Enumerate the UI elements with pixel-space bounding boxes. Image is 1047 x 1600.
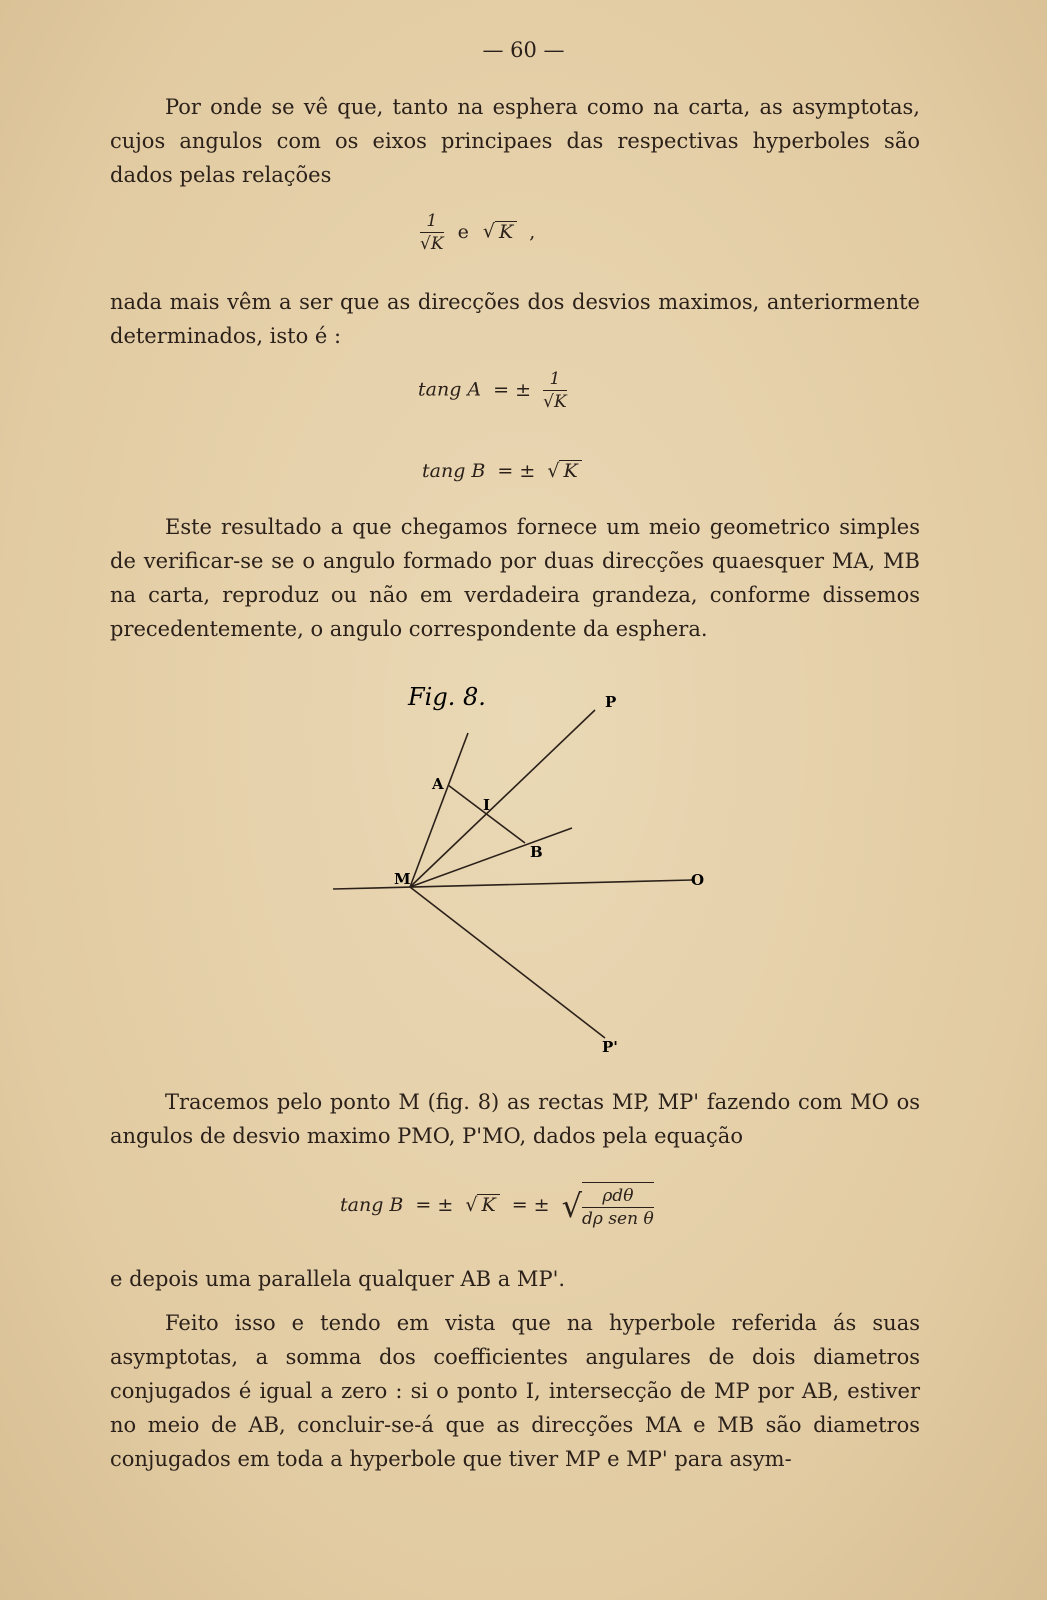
trailing-comma: , bbox=[529, 220, 536, 243]
main-sign-2: = ± bbox=[511, 1194, 550, 1216]
main-lhs: tang B bbox=[340, 1194, 404, 1216]
equation-main bbox=[340, 1182, 654, 1230]
line-mp-prime bbox=[410, 887, 605, 1038]
radicand: K bbox=[495, 221, 517, 242]
main-numerator: ρdθ bbox=[582, 1185, 654, 1208]
fraction-numerator: 1 bbox=[420, 210, 444, 233]
tang-a-lhs: tang A bbox=[418, 378, 482, 401]
label-o: O bbox=[691, 871, 705, 889]
tang-b-lhs: tang B bbox=[422, 460, 486, 482]
label-p: P bbox=[605, 693, 617, 711]
sqrt-icon: √ bbox=[465, 1194, 478, 1216]
line-ma bbox=[410, 733, 468, 887]
sqrt-icon: √ bbox=[482, 220, 495, 243]
paragraph-6 bbox=[110, 1306, 920, 1476]
label-m: M bbox=[394, 870, 411, 888]
tang-a-numerator: 1 bbox=[543, 368, 567, 391]
tang-a-sign: = ± bbox=[493, 378, 532, 401]
conjunction: e bbox=[457, 220, 469, 243]
label-b: B bbox=[530, 843, 543, 861]
fraction-denominator: K bbox=[430, 234, 444, 254]
paragraph-2-text: nada mais vêm a ser que as direcções dos desvios maximos, anteriormente determinados, isto é : bbox=[110, 290, 920, 348]
sqrt-icon: √ bbox=[547, 460, 560, 482]
paragraph-1-text: Por onde se vê que, tanto na esphera como na carta, as asymptotas, cujos angulos com os eixos principaes das respectivas hyperboles são dados pelas relações bbox=[110, 95, 920, 187]
line-mo bbox=[333, 880, 692, 889]
tang-b-sign: = ± bbox=[497, 460, 536, 482]
paragraph-6-text: Feito isso e tendo em vista que na hyperbole referida ás suas asymptotas, a somma dos coefficientes angulares de dois diametros conjugados é igual a zero : si o ponto I, intersecção de MP por AB, estiver no meio de AB, concluir-se-á que as direcções MA e MB são diametros conjugados em toda a hyperbole que tiver MP e MP' para asym- bbox=[110, 1311, 920, 1471]
tang-b-radicand: K bbox=[559, 460, 581, 481]
main-fraction bbox=[582, 1182, 654, 1230]
sqrt-icon: √ bbox=[543, 392, 554, 412]
sqrt-icon: √ bbox=[420, 234, 431, 254]
line-mp bbox=[410, 710, 595, 887]
line-mb bbox=[410, 828, 572, 887]
paragraph-5 bbox=[110, 1262, 920, 1296]
paragraph-4 bbox=[110, 1085, 920, 1153]
main-denominator: dρ sen θ bbox=[582, 1209, 654, 1229]
tang-a-denominator: K bbox=[553, 392, 567, 412]
main-sign-1: = ± bbox=[415, 1194, 454, 1216]
label-a: A bbox=[432, 775, 444, 793]
figure-caption: Fig. 8. bbox=[408, 683, 486, 711]
paragraph-4-text: Tracemos pelo ponto M (fig. 8) as rectas MP, MP' fazendo com MO os angulos de desvio maximo PMO, P'MO, dados pela equação bbox=[110, 1090, 920, 1148]
main-radicand: K bbox=[477, 1194, 499, 1215]
page-number: — 60 — bbox=[482, 38, 565, 62]
label-i: I bbox=[483, 796, 491, 814]
paragraph-3-text: Este resultado a que chegamos fornece um meio geometrico simples de verificar-se se o angulo formado por duas direcções quaesquer MA, MB na carta, reproduz ou não em verdadeira grandeza, conforme dissemos precedentemente, o angulo correspondente da esphera. bbox=[110, 515, 920, 641]
line-ab bbox=[448, 785, 525, 843]
paragraph-5-text: e depois uma parallela qualquer AB a MP'. bbox=[110, 1267, 566, 1291]
sqrt-icon: √ bbox=[561, 1187, 583, 1225]
label-p-prime: P' bbox=[602, 1038, 618, 1056]
